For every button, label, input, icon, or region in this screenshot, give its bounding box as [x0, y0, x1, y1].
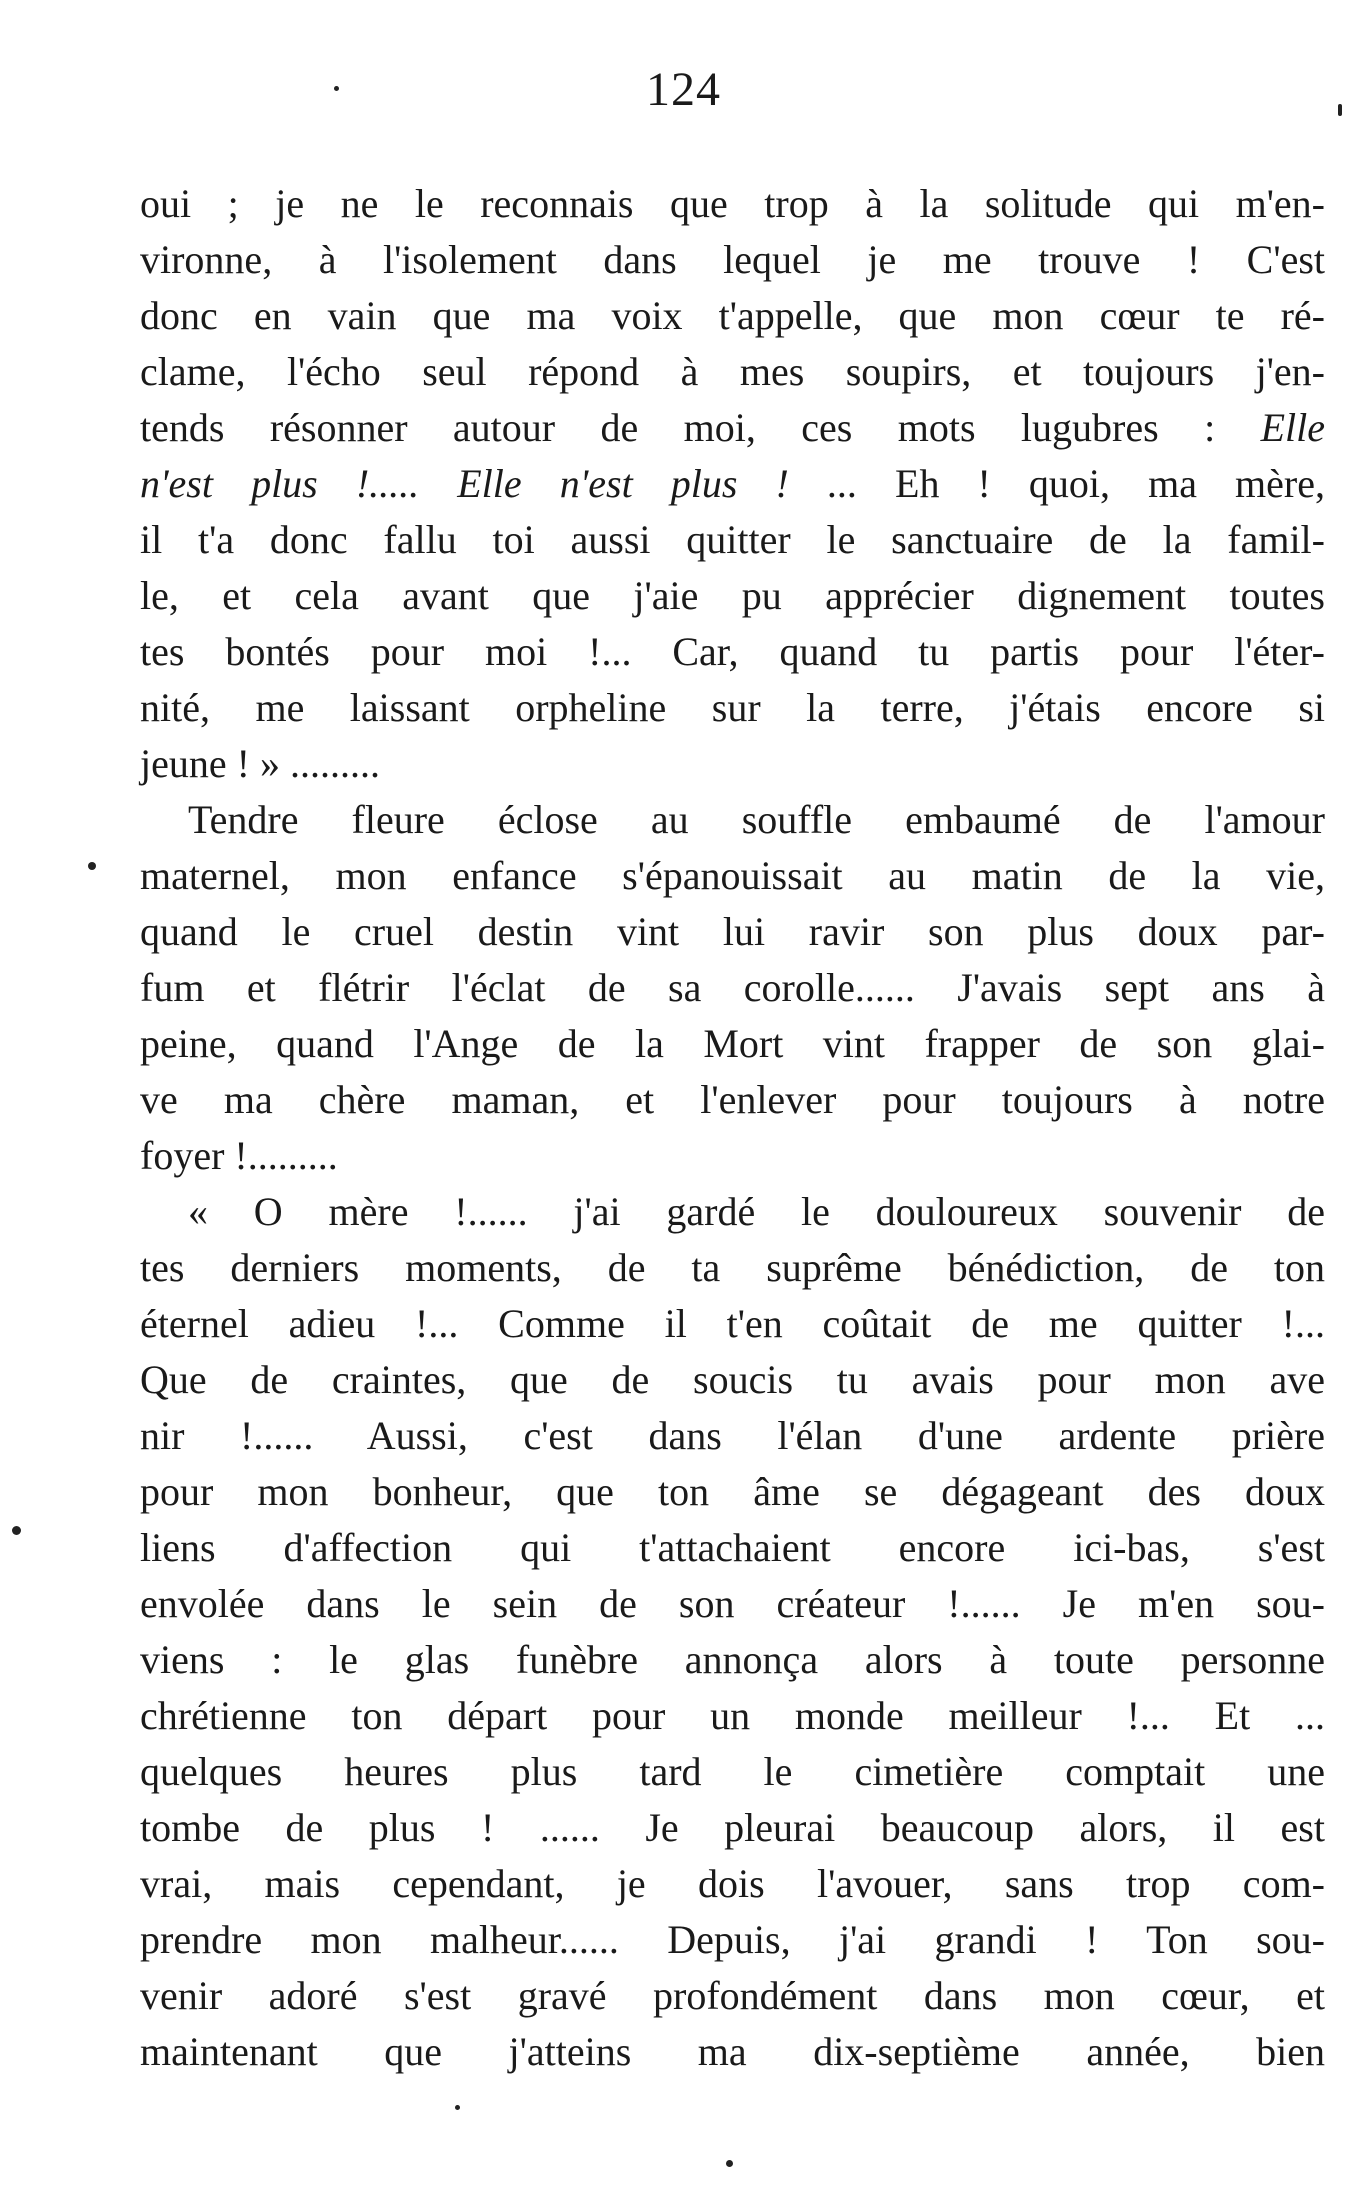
text-line: peine, quand l'Ange de la Mort vint frapper de son glai-: [140, 1021, 1325, 1066]
italic-text: Elle: [1260, 405, 1325, 450]
text-line: quand le cruel destin vint lui ravir son plus doux par-: [140, 909, 1325, 954]
text-line: tes bontés pour moi !... Car, quand tu partis pour l'éter-: [140, 629, 1325, 674]
line-text: ... Eh ! quoi, ma mère,: [788, 461, 1325, 506]
text-line: Que de craintes, que de soucis tu avais pour mon ave: [140, 1357, 1325, 1402]
text-line: jeune ! » .........: [140, 741, 380, 786]
text-line: envolée dans le sein de son créateur !...... Je m'en sou-: [140, 1581, 1325, 1626]
text-line: il t'a donc fallu toi aussi quitter le sanctuaire de la famil-: [140, 517, 1325, 562]
print-speck: [455, 2105, 460, 2110]
print-speck: [88, 862, 96, 870]
text-line: oui ; je ne le reconnais que trop à la solitude qui m'en-: [140, 181, 1325, 226]
text-line: ve ma chère maman, et l'enlever pour toujours à notre: [140, 1077, 1325, 1122]
line-text: tends résonner autour de moi, ces mots lugubres :: [140, 405, 1216, 450]
text-line: nir !...... Aussi, c'est dans l'élan d'une ardente prière: [140, 1413, 1325, 1458]
text-line: liens d'affection qui t'attachaient encore ici-bas, s'est: [140, 1525, 1325, 1570]
text-line: maternel, mon enfance s'épanouissait au matin de la vie,: [140, 853, 1325, 898]
italic-text: n'est plus !..... Elle n'est plus !: [140, 461, 789, 506]
paragraph-start-line: Tendre fleure éclose au souffle embaumé de l'amour: [188, 797, 1325, 842]
text-line: fum et flétrir l'éclat de sa corolle...... J'avais sept ans à: [140, 965, 1325, 1010]
text-line: le, et cela avant que j'aie pu apprécier dignement toutes: [140, 573, 1325, 618]
print-speck: [1338, 104, 1342, 116]
print-speck: [12, 1526, 21, 1535]
text-line: clame, l'écho seul répond à mes soupirs, et toujours j'en-: [140, 349, 1325, 394]
text-line: [140, 456, 1325, 512]
text-line: prendre mon malheur...... Depuis, j'ai grandi ! Ton sou-: [140, 1917, 1325, 1962]
text-line: chrétienne ton départ pour un monde meilleur !... Et ...: [140, 1693, 1325, 1738]
body-text: [140, 176, 1325, 2080]
text-line: foyer !.........: [140, 1133, 338, 1178]
text-line: vrai, mais cependant, je dois l'avouer, sans trop com-: [140, 1861, 1325, 1906]
text-line: donc en vain que ma voix t'appelle, que mon cœur te ré-: [140, 293, 1325, 338]
text-line: viens : le glas funèbre annonça alors à toute personne: [140, 1637, 1325, 1682]
page-number: 124: [646, 63, 721, 116]
print-speck: [334, 86, 339, 91]
text-line: pour mon bonheur, que ton âme se dégageant des doux: [140, 1469, 1325, 1514]
print-speck: [726, 2160, 733, 2167]
text-line: venir adoré s'est gravé profondément dans mon cœur, et: [140, 1973, 1325, 2018]
text-line: tes derniers moments, de ta suprême bénédiction, de ton: [140, 1245, 1325, 1290]
text-line: tombe de plus ! ...... Je pleurai beaucoup alors, il est: [140, 1805, 1325, 1850]
paragraph-start-line: « O mère !...... j'ai gardé le douloureux souvenir de: [188, 1189, 1325, 1234]
text-line: maintenant que j'atteins ma dix-septième année, bien: [140, 2029, 1325, 2074]
text-line: vironne, à l'isolement dans lequel je me trouve ! C'est: [140, 237, 1325, 282]
text-line: nité, me laissant orpheline sur la terre, j'étais encore si: [140, 685, 1325, 730]
text-line: quelques heures plus tard le cimetière comptait une: [140, 1749, 1325, 1794]
text-line: [140, 400, 1325, 456]
text-line: éternel adieu !... Comme il t'en coûtait de me quitter !...: [140, 1301, 1325, 1346]
